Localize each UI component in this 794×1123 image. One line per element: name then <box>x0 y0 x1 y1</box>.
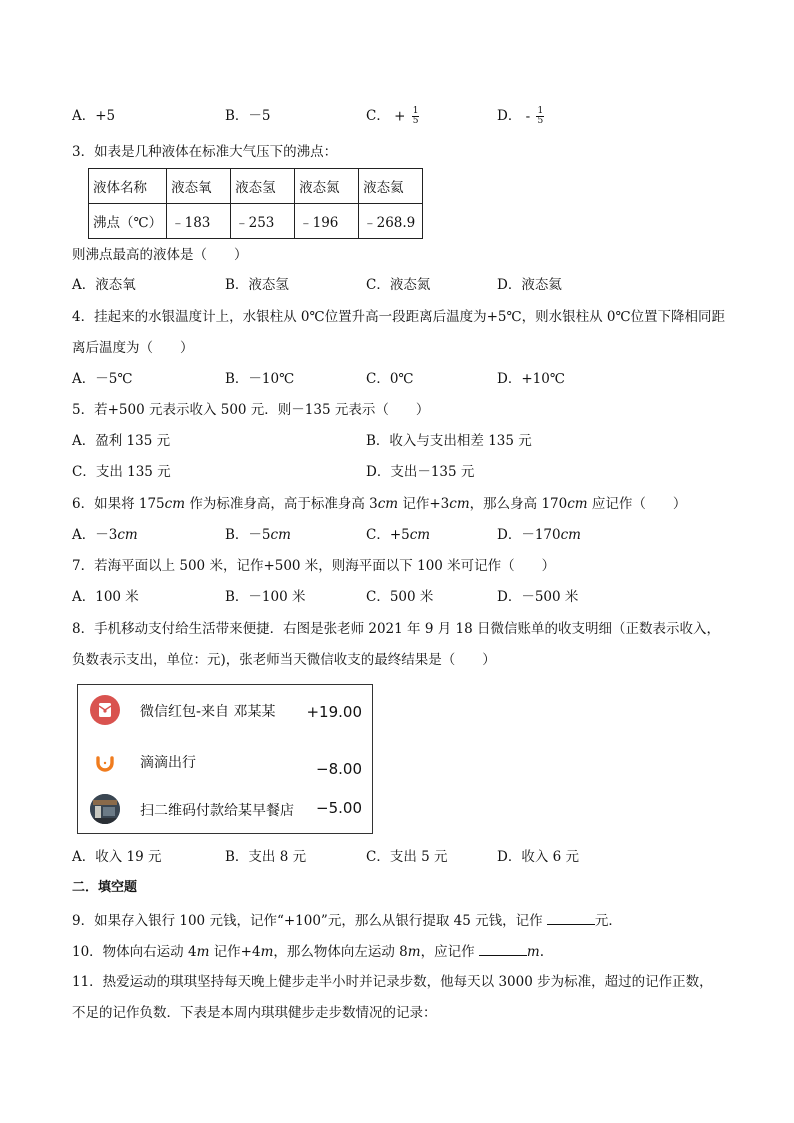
q11-stem-line1: 11．热爱运动的琪琪坚持每天晚上健步走半小时并记录步数，他每天以 3000 步为标准，超过的记作正数， <box>72 974 713 990</box>
table-cell: ﹣183 <box>167 204 231 239</box>
q10-stem <box>72 941 544 962</box>
q6-stem <box>72 494 686 514</box>
q11-stem-line2: 不足的记作负数．下表是本周内琪琪健步走步数情况的记录： <box>72 1005 437 1021</box>
table-cell: 沸点（℃） <box>89 204 167 239</box>
q6-option-value: D．－170 <box>497 527 561 543</box>
unit-m: m <box>407 944 421 960</box>
q3-question: 则沸点最高的液体是（ ） <box>72 247 248 263</box>
q4-option-a: A．－5℃ <box>72 371 133 387</box>
q6-option-a <box>72 525 138 545</box>
q8-option-a: A．收入 19 元 <box>72 849 162 865</box>
unit-cm: cm <box>117 527 138 543</box>
q3-option-b: B．液态氢 <box>225 277 289 293</box>
q6-option-c <box>366 525 430 545</box>
q4-stem-line1: 4．挂起来的水银温度计上，水银柱从 0℃位置升高一段距离后温度为+5℃，则水银柱从 0℃位置下降相同距 <box>72 309 726 325</box>
q9-text: 元． <box>594 913 622 929</box>
q4-stem-line2: 离后温度为（ ） <box>72 340 194 356</box>
q2-option-d-label: D． <box>497 108 522 124</box>
table-cell: 液态氦 <box>359 169 423 204</box>
unit-cm: cm <box>377 496 399 512</box>
q2-option-c-label: C． <box>366 108 390 124</box>
q9-stem <box>72 910 622 931</box>
q7-option-b: B．－100 米 <box>225 589 306 605</box>
answer-blank[interactable] <box>547 910 595 925</box>
q7-option-c: C．500 米 <box>366 589 434 605</box>
table-header-row <box>89 169 423 204</box>
q6-text: 记作+3 <box>398 496 450 512</box>
q2-option-b: B．－5 <box>225 108 271 124</box>
q2-option-a: A．+5 <box>72 108 116 124</box>
q8-option-d: D．收入 6 元 <box>497 849 579 865</box>
q2-option-c-sign: + <box>394 108 406 125</box>
boiling-point-table <box>88 168 423 239</box>
q6-text: 6．如果将 175 <box>72 496 165 512</box>
didi-icon <box>90 746 120 776</box>
bill-entry <box>90 794 362 826</box>
q10-text: 记作+4 <box>209 944 261 960</box>
shop-avatar-icon <box>90 794 120 824</box>
answer-blank[interactable] <box>479 941 527 956</box>
bill-entry-name: 滴滴出行 <box>140 755 196 771</box>
table-cell: ﹣253 <box>231 204 295 239</box>
q6-text: ，那么身高 170 <box>469 496 568 512</box>
q6-option-value: B．－5 <box>225 527 271 543</box>
bill-entry-name: 微信红包-来自 邓某某 <box>140 704 276 720</box>
q6-option-value: C．+5 <box>366 527 410 543</box>
unit-m: m <box>260 944 274 960</box>
q3-option-a: A．液态氧 <box>72 277 136 293</box>
q6-option-d <box>497 525 581 545</box>
q5-stem: 5．若+500 元表示收入 500 元．则－135 元表示（ ） <box>72 402 430 418</box>
q7-option-d: D．－500 米 <box>497 589 579 605</box>
unit-cm: cm <box>164 496 186 512</box>
unit-m: m <box>196 944 210 960</box>
unit-m: m <box>526 944 540 960</box>
bill-entry-amount: −5.00 <box>316 799 362 817</box>
q2-option-d <box>497 106 544 127</box>
table-cell: 液体名称 <box>89 169 167 204</box>
q10-text: 10．物体向右运动 4 <box>72 944 197 960</box>
q8-stem-line2: 负数表示支出，单位：元)，张老师当天微信收支的最终结果是（ ） <box>72 652 496 668</box>
unit-cm: cm <box>270 527 291 543</box>
q2-option-d-fraction: $\frac{1}{5}$ <box>537 106 544 126</box>
q4-option-d: D．+10℃ <box>497 371 565 387</box>
unit-cm: cm <box>409 527 431 543</box>
bill-entry-name: 扫二维码付款给某早餐店 <box>140 803 294 819</box>
q2-option-c <box>366 106 419 127</box>
q9-text: 9．如果存入银行 100 元钱，记作“+100”元，那么从银行提取 45 元钱，记作 <box>72 913 547 929</box>
q2-option-c-fraction: $\frac{1}{5}$ <box>412 106 419 126</box>
q8-option-b: B．支出 8 元 <box>225 849 307 865</box>
table-row <box>89 204 423 239</box>
bill-entry <box>90 746 362 778</box>
q3-option-d: D．液态氦 <box>497 277 562 293</box>
q5-option-a: A．盈利 135 元 <box>72 433 171 449</box>
bill-entry-amount: −8.00 <box>316 760 362 778</box>
q10-text: ，应记作 <box>420 944 479 960</box>
table-cell: ﹣196 <box>295 204 359 239</box>
q3-option-c: C．液态氮 <box>366 277 431 293</box>
q4-option-c: C．0℃ <box>366 371 414 387</box>
table-cell: 液态氮 <box>295 169 359 204</box>
bill-entry <box>90 695 362 727</box>
red-envelope-icon <box>90 695 120 725</box>
unit-cm: cm <box>449 496 470 512</box>
q3-stem: 3．如表是几种液体在标准大气压下的沸点： <box>72 144 338 160</box>
q6-option-value: A．－3 <box>72 527 118 543</box>
q4-option-b: B．－10℃ <box>225 371 295 387</box>
q7-stem: 7．若海平面以上 500 米，记作+500 米，则海平面以下 100 米可记作（ ） <box>72 558 556 574</box>
q5-option-b: B．收入与支出相差 135 元 <box>366 433 532 449</box>
section-heading-fill-in: 二．填空题 <box>72 880 138 895</box>
q2-option-d-sign: - <box>525 108 531 125</box>
q6-text: 作为标准身高，高于标准身高 3 <box>185 496 378 512</box>
unit-cm: cm <box>567 496 588 512</box>
q5-option-c: C．支出 135 元 <box>72 464 171 480</box>
q10-text: . <box>539 944 544 960</box>
bill-entry-amount: +19.00 <box>306 703 362 721</box>
q5-option-d: D．支出－135 元 <box>366 464 475 480</box>
table-cell: ﹣268.9 <box>359 204 423 239</box>
q7-option-a: A．100 米 <box>72 589 139 605</box>
q10-text: ，那么物体向左运动 8 <box>273 944 408 960</box>
q8-option-c: C．支出 5 元 <box>366 849 448 865</box>
table-cell: 液态氢 <box>231 169 295 204</box>
q6-option-b <box>225 525 291 545</box>
unit-cm: cm <box>560 527 581 543</box>
q8-stem-line1: 8．手机移动支付给生活带来便捷．右图是张老师 2021 年 9 月 18 日微信账单的收支明细（正数表示收入， <box>72 621 720 637</box>
wechat-bill-figure <box>77 684 373 834</box>
table-cell: 液态氧 <box>167 169 231 204</box>
q6-text: 应记作（ ） <box>587 496 687 512</box>
